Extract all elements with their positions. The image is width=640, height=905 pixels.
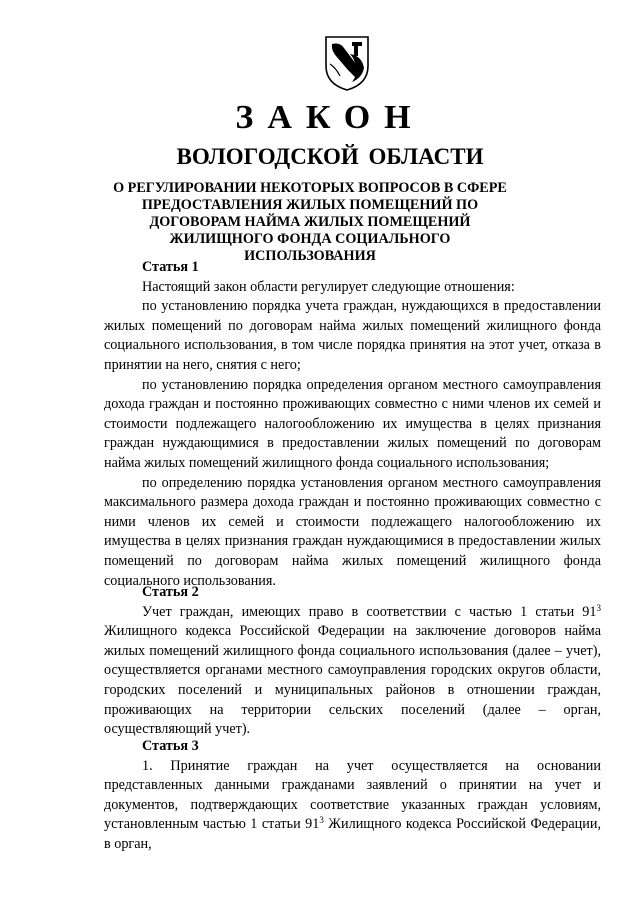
article-2 bbox=[104, 583, 601, 740]
coat-of-arms-icon bbox=[322, 34, 372, 92]
article-2-paragraph: Учет граждан, имеющих право в соответствии с частью 1 статьи $91^3$ Жилищного кодекса Российской Федерации на заключение договоров найма жилых помещений жилищного фонда социального использования (далее – учет), осуществляется органами местного самоуправления городских округов области, городских поселений и муниципальных районов в отношении граждан, проживающих на территории сельских поселений (далее – орган, осуществляющий учет). bbox=[104, 602, 601, 738]
article-1-paragraph: по определению порядка установления органом местного самоуправления максимального размера дохода граждан и постоянно проживающих совместно с ними членов их семей и стоимости подлежащего налогообложению их имущества в целях признания граждан нуждающимися в предоставлении жилых помещений по договорам найма жилых помещений жилищного фонда социального использования. bbox=[104, 474, 601, 589]
article-1-paragraph: по установлению порядка определения органом местного самоуправления дохода граждан и постоянно проживающих совместно с ними членов их семей и стоимости подлежащего налогообложению их имущества в целях признания граждан нуждающимися в предоставлении жилых помещений по договорам найма жилых помещений жилищного фонда социального использования; bbox=[104, 376, 601, 471]
article-1 bbox=[104, 258, 601, 591]
article-3-heading: Статья 3 bbox=[142, 738, 199, 754]
article-1-paragraph: по установлению порядка учета граждан, нуждающихся в предоставлении жилых помещений по договорам найма жилых помещений жилищного фонда социального использования, в том числе порядка принятия на этот учет, отказа в принятии на него, снятия с него; bbox=[104, 298, 601, 373]
article-3 bbox=[104, 737, 601, 855]
region-title: ВОЛОГОДСКОЙ ОБЛАСТИ bbox=[176, 144, 484, 169]
superscript: 3 bbox=[596, 602, 601, 613]
law-subtitle: О РЕГУЛИРОВАНИИ НЕКОТОРЫХ ВОПРОСОВ В СФЕРЕ ПРЕДОСТАВЛЕНИЯ ЖИЛЫХ ПОМЕЩЕНИЙ ПО ДОГОВОРАМ НАЙМА ЖИЛЫХ ПОМЕЩЕНИЙ ЖИЛИЩНОГО ФОНДА СОЦИАЛЬНОГО ИСПОЛЬЗОВАНИЯ bbox=[113, 180, 507, 264]
article-2-heading: Статья 2 bbox=[142, 584, 199, 600]
article-1-paragraph: Настоящий закон области регулирует следующие отношения: bbox=[142, 278, 515, 295]
superscript: 3 bbox=[319, 815, 324, 826]
article-1-heading: Статья 1 bbox=[142, 259, 199, 275]
law-title: ЗАКОН bbox=[235, 99, 425, 136]
article-3-paragraph: 1. Принятие граждан на учет осуществляется на основании представленных данными гражданами заявлений о принятии на учет и документов, подтверждающих соответствие указанных граждан условиям, установленным частью 1 статьи $91^3$ Жилищного кодекса Российской Федерации, в орган, bbox=[104, 757, 601, 852]
